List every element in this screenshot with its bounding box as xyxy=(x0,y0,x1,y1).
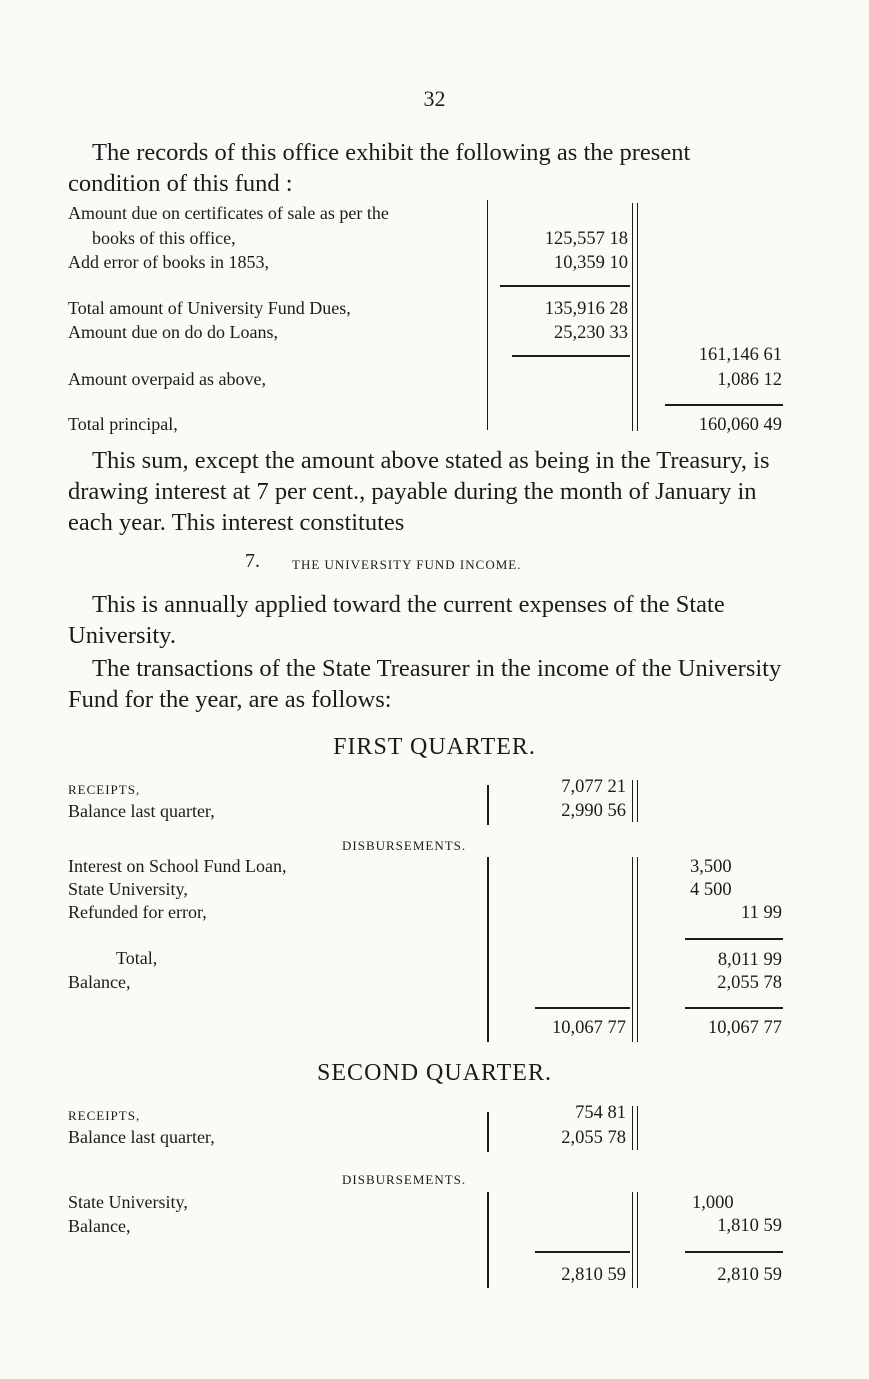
sum-rule xyxy=(535,1007,630,1009)
quarter-heading: FIRST QUARTER. xyxy=(333,734,536,760)
disbursement-label: Interest on School Fund Loan, xyxy=(68,856,287,876)
fund-row-amount: 10,359 10 xyxy=(554,253,628,273)
column-rule xyxy=(632,1192,633,1288)
footer-total-left: 10,067 77 xyxy=(552,1018,626,1038)
fund-row-amount: 25,230 33 xyxy=(554,323,628,343)
disbursement-amount: 3,500 xyxy=(690,857,732,877)
disbursements-label: DISBURSEMENTS. xyxy=(342,838,467,853)
page-number: 32 xyxy=(423,86,446,111)
column-rule xyxy=(487,1112,489,1152)
fund-total-value: 1,086 12 xyxy=(717,370,782,390)
disbursement-label: State University, xyxy=(68,879,188,899)
total-amount: 8,011 99 xyxy=(717,950,782,970)
footer-total-right: 2,810 59 xyxy=(717,1265,782,1285)
column-rule xyxy=(487,857,489,1042)
column-rule xyxy=(487,1192,489,1288)
sum-rule xyxy=(512,355,630,357)
applied-paragraph: This is annually applied toward the current expenses of the State University. xyxy=(68,591,725,649)
column-rule xyxy=(637,780,638,822)
balance-last-amount: 2,055 78 xyxy=(561,1128,626,1148)
disbursement-label: Balance, xyxy=(68,1216,131,1236)
receipts-label: RECEIPTS, xyxy=(68,782,141,797)
fund-row-label: Total principal, xyxy=(68,414,178,434)
sum-rule xyxy=(685,1007,783,1009)
disbursement-amount: 1,810 59 xyxy=(717,1216,782,1236)
column-rule xyxy=(637,857,638,1042)
fund-row-label: Amount due on certificates of sale as per the xyxy=(68,203,389,223)
intro-paragraph: The records of this office exhibit the following as the present condition of this fund : xyxy=(68,139,691,197)
fund-total-value: 161,146 61 xyxy=(698,345,782,365)
balance-last-label: Balance last quarter, xyxy=(68,1127,215,1147)
column-rule xyxy=(632,1106,633,1150)
column-rule xyxy=(632,203,633,431)
receipts-amount: 754 81 xyxy=(575,1103,626,1123)
balance-last-amount: 2,990 56 xyxy=(561,801,626,821)
column-rule xyxy=(487,785,489,825)
column-rule xyxy=(632,780,633,822)
disbursement-label: Refunded for error, xyxy=(68,902,207,922)
column-rule xyxy=(487,200,488,430)
receipts-label: RECEIPTS, xyxy=(68,1108,141,1123)
disbursement-amount: 11 99 xyxy=(741,903,782,923)
disbursement-amount: 1,000 xyxy=(692,1193,734,1213)
disbursement-label: State University, xyxy=(68,1192,188,1212)
section-title: THE UNIVERSITY FUND INCOME. xyxy=(292,557,522,572)
fund-row-label: Total amount of University Fund Dues, xyxy=(68,298,351,318)
interest-paragraph: This sum, except the amount above stated as being in the Treasury, is drawing interest at 7 per cent., payable during the month of January in each year. This interest constitutes xyxy=(68,447,770,536)
column-rule xyxy=(637,1192,638,1288)
fund-row-label: Add error of books in 1853, xyxy=(68,252,269,272)
fund-row-label: Amount due on do do Loans, xyxy=(68,322,278,342)
balance-label: Balance, xyxy=(68,972,131,992)
fund-row-amount: 135,916 28 xyxy=(544,299,628,319)
receipts-amount: 7,077 21 xyxy=(561,777,626,797)
quarter-heading: SECOND QUARTER. xyxy=(317,1060,552,1086)
disbursement-amount: 4 500 xyxy=(690,880,732,900)
transactions-paragraph: The transactions of the State Treasurer in the income of the University Fund for the year, are as follows: xyxy=(68,655,782,713)
sum-rule xyxy=(535,1251,630,1253)
column-rule xyxy=(637,1106,638,1150)
footer-total-left: 2,810 59 xyxy=(561,1265,626,1285)
column-rule xyxy=(632,857,633,1042)
footer-total-right: 10,067 77 xyxy=(708,1018,782,1038)
column-rule xyxy=(637,203,638,431)
sum-rule xyxy=(665,404,783,406)
disbursements-label: DISBURSEMENTS. xyxy=(342,1172,467,1187)
sum-rule xyxy=(685,1251,783,1253)
balance-amount: 2,055 78 xyxy=(717,973,782,993)
fund-total-value: 160,060 49 xyxy=(698,415,782,435)
sum-rule xyxy=(685,938,783,940)
fund-row-label: Amount overpaid as above, xyxy=(68,369,266,389)
section-number: 7. xyxy=(245,550,260,572)
fund-row-label: books of this office, xyxy=(92,228,236,248)
total-label: Total, xyxy=(116,948,158,968)
balance-last-label: Balance last quarter, xyxy=(68,801,215,821)
sum-rule xyxy=(500,285,630,287)
fund-row-amount: 125,557 18 xyxy=(544,229,628,249)
